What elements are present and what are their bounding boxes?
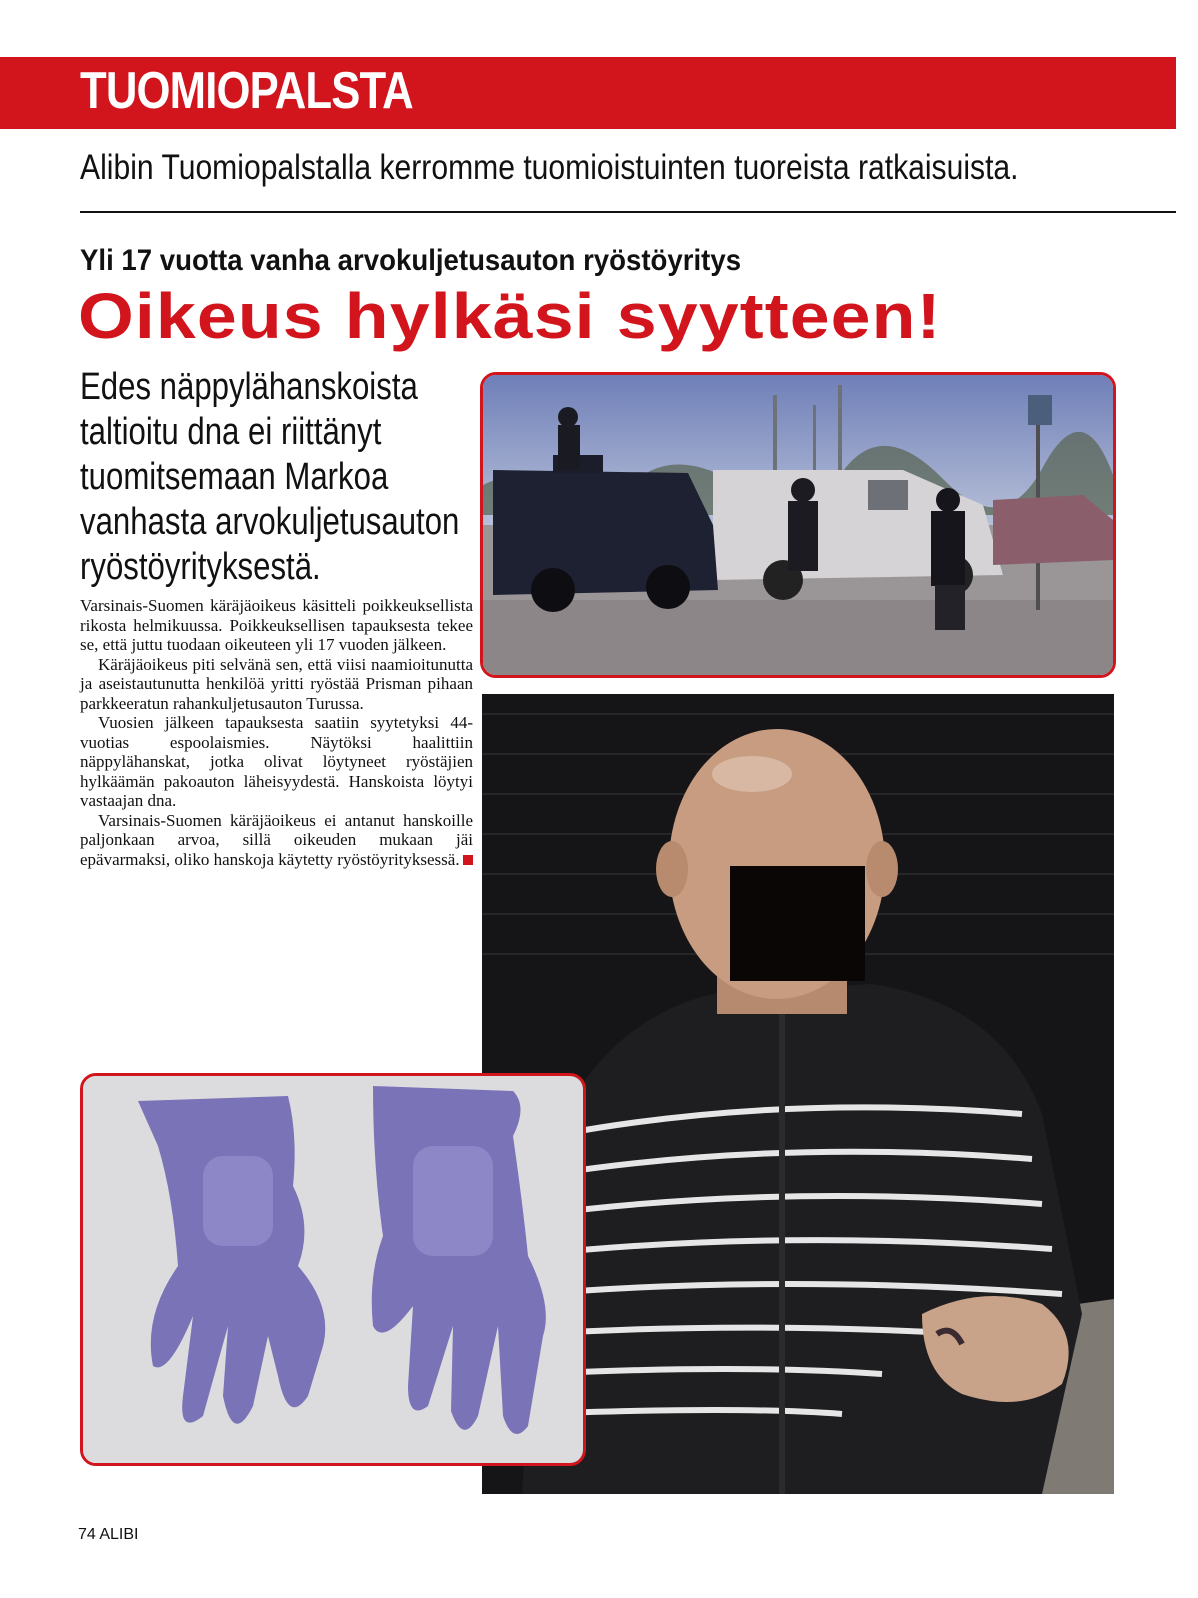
- body-paragraph: [80, 811, 473, 870]
- lede-line: taltioitu dna ei riittänyt: [80, 411, 382, 453]
- gloves-photo-graphic: [83, 1076, 583, 1463]
- lede-line: tuomitsemaan Markoa: [80, 456, 389, 498]
- cctv-photo: [480, 372, 1116, 678]
- article-kicker: Yli 17 vuotta vanha arvokuljetusauton ryöstöyritys: [80, 244, 742, 277]
- lede-line: Edes näppylähanskoista: [80, 366, 418, 408]
- section-banner: [0, 57, 1176, 129]
- end-mark: [463, 855, 473, 865]
- body-paragraph: Käräjäoikeus piti selvänä sen, että viisi naamioitunutta ja aseistautunutta henkilöä yritti ryöstää Prisman pihaan parkkeeratun rahankuljetusauton Turussa.: [80, 654, 473, 713]
- article-body: [80, 596, 473, 869]
- body-paragraph: Varsinais-Suomen käräjäoikeus käsitteli poikkeuksellista rikosta helmikuussa. Poikkeuksellisen tapauksesta tekee se, että juttu tuodaan oikeuteen yli 17 vuoden jälkeen.: [80, 596, 473, 654]
- lede-line: ryöstöyrityksestä.: [80, 546, 321, 588]
- cctv-photo-graphic: [483, 375, 1113, 675]
- article-headline: Oikeus hylkäsi syytteen!: [78, 280, 942, 352]
- gloves-photo: [80, 1073, 586, 1466]
- section-title: TUOMIOPALSTA: [80, 62, 413, 120]
- body-paragraph-text: Varsinais-Suomen käräjäoikeus ei antanut hanskoille paljonkaan arvoa, sillä oikeuden mukaan jäi epävarmaksi, oliko hanskoja käytetty ryöstöyrityksessä.: [80, 810, 473, 869]
- page-folio: 74 ALIBI: [78, 1526, 139, 1543]
- lede-line: vanhasta arvokuljetusauton: [80, 501, 460, 543]
- divider: [80, 211, 1176, 213]
- body-paragraph: Vuosien jälkeen tapauksesta saatiin syytetyksi 44-vuotias espoolaismies. Näytöksi haalittiin näppylähanskat, jotka olivat löytyneet ryöstäjien hylkäämän pakoauton läheisyydestä. Hanskoista löytyi vastaajan dna.: [80, 713, 473, 810]
- section-intro: Alibin Tuomiopalstalla kerromme tuomioistuinten tuoreista ratkaisuista.: [80, 148, 1019, 187]
- article-lede: [80, 365, 465, 590]
